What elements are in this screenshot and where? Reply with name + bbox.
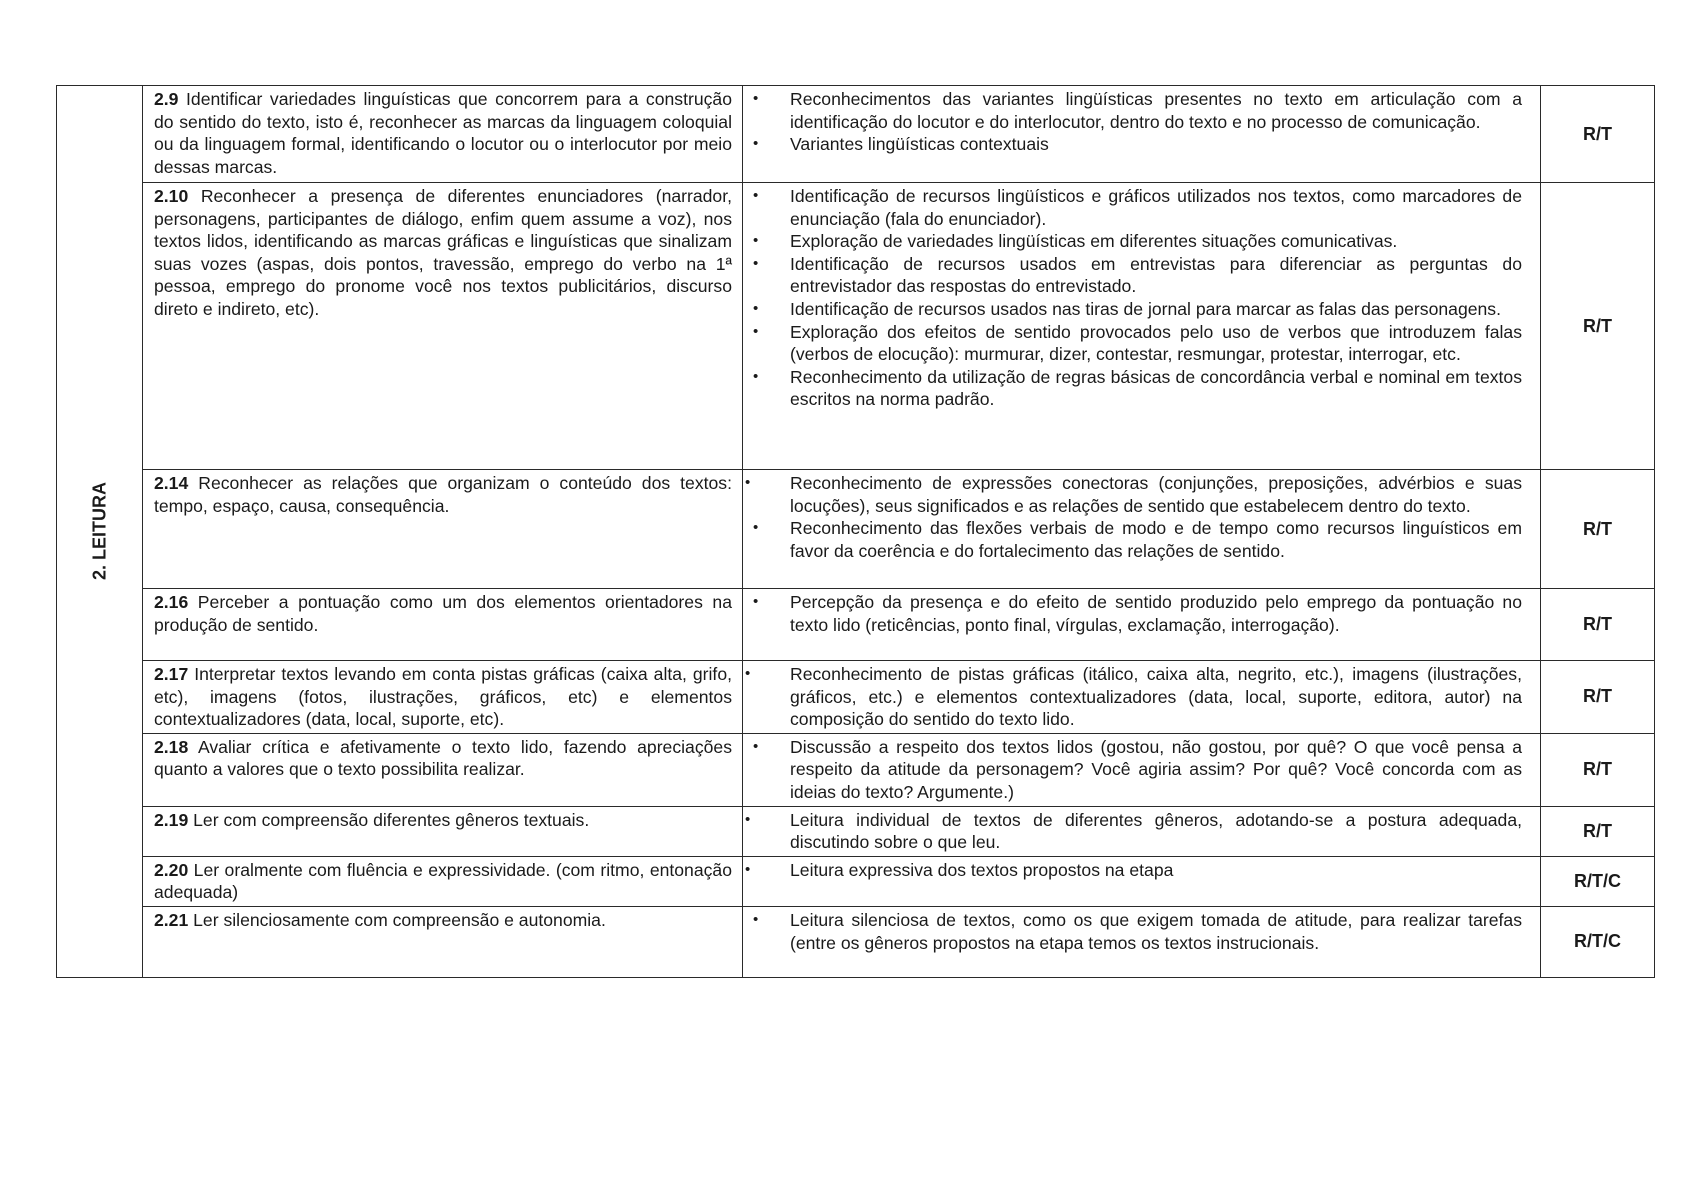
content-item: • Leitura silenciosa de textos, como os que exigem tomada de atitude, para realizar tarefas (entre os gêneros propostos na etapa temos os textos instrucionais. bbox=[743, 909, 1522, 954]
eval-cell: R/T bbox=[1541, 86, 1655, 183]
content-item: • Leitura expressiva dos textos propostos na etapa bbox=[743, 859, 1522, 882]
skill-text bbox=[143, 661, 742, 733]
curriculum-table bbox=[56, 85, 1655, 978]
area-cell bbox=[57, 86, 143, 978]
table-row bbox=[57, 661, 1655, 734]
skill-text bbox=[143, 589, 742, 638]
skill-description: Reconhecer a presença de diferentes enunciadores (narrador, personagens, participantes de diálogo, enfim quem assume a voz), nos textos lidos, identificando as marcas gráficas e linguísticas que sinalizam suas vozes (aspas, dois pontos, travessão, emprego do verbo na 1ª pessoa, emprego do pronome você nos textos publicitários, discurso direto e indireto, etc). bbox=[154, 186, 732, 319]
content-item: • Leitura individual de textos de diferentes gêneros, adotando-se a postura adequada, discutindo sobre o que leu. bbox=[743, 809, 1522, 854]
content-list bbox=[743, 86, 1540, 158]
skill-cell bbox=[143, 589, 743, 661]
skill-cell bbox=[143, 470, 743, 589]
content-item: • Reconhecimento da utilização de regras básicas de concordância verbal e nominal em textos escritos na norma padrão. bbox=[743, 366, 1522, 411]
skill-code: 2.20 bbox=[154, 859, 189, 880]
skill-cell bbox=[143, 183, 743, 470]
skill-description: Identificar variedades linguísticas que concorrem para a construção do sentido do texto, isto é, reconhecer as marcas da linguagem coloquial ou da linguagem formal, identificando o locutor ou o interlocutor por meio dessas marcas. bbox=[154, 89, 732, 177]
eval-cell: R/T bbox=[1541, 661, 1655, 734]
content-item: • Variantes lingüísticas contextuais bbox=[743, 133, 1522, 156]
skill-cell bbox=[143, 806, 743, 856]
content-list bbox=[743, 907, 1540, 956]
skill-text bbox=[143, 183, 742, 323]
content-list bbox=[743, 857, 1540, 884]
skill-text bbox=[143, 470, 742, 519]
content-item: • Exploração de variedades lingüísticas em diferentes situações comunicativas. bbox=[743, 230, 1522, 253]
content-list bbox=[743, 661, 1540, 733]
skill-cell bbox=[143, 733, 743, 806]
content-item: • Identificação de recursos usados em entrevistas para diferenciar as perguntas do entrevistador das respostas do entrevistado. bbox=[743, 253, 1522, 298]
content-item: • Identificação de recursos lingüísticos e gráficos utilizados nos textos, como marcadores de enunciação (fala do enunciador). bbox=[743, 185, 1522, 230]
eval-cell: R/T bbox=[1541, 806, 1655, 856]
skill-code: 2.18 bbox=[154, 736, 189, 757]
table-row bbox=[57, 906, 1655, 977]
skill-description: Ler oralmente com fluência e expressividade. (com ritmo, entonação adequada) bbox=[154, 859, 732, 903]
content-list bbox=[743, 734, 1540, 806]
table-row bbox=[57, 183, 1655, 470]
skill-code: 2.10 bbox=[154, 186, 189, 206]
content-list bbox=[743, 470, 1540, 564]
eval-cell: R/T/C bbox=[1541, 906, 1655, 977]
eval-cell: R/T bbox=[1541, 183, 1655, 470]
content-item: • Reconhecimentos das variantes lingüísticas presentes no texto em articulação com a identificação do locutor e do interlocutor, dentro do texto e no processo de comunicação. bbox=[743, 88, 1522, 133]
skill-text bbox=[143, 857, 742, 906]
skill-code: 2.19 bbox=[154, 809, 189, 830]
skill-text bbox=[143, 734, 742, 783]
content-list bbox=[743, 807, 1540, 856]
eval-cell: R/T bbox=[1541, 470, 1655, 589]
content-cell bbox=[743, 856, 1541, 906]
skill-code: 2.14 bbox=[154, 473, 189, 493]
content-list bbox=[743, 183, 1540, 413]
skill-text bbox=[143, 907, 742, 934]
skill-cell bbox=[143, 661, 743, 734]
skill-text bbox=[143, 807, 742, 834]
table-row bbox=[57, 86, 1655, 183]
content-cell bbox=[743, 183, 1541, 470]
skill-cell bbox=[143, 856, 743, 906]
content-item: • Discussão a respeito dos textos lidos (gostou, não gostou, por quê? O que você pensa a respeito da atitude da personagem? Você agiria assim? Por quê? Você concorda com as ideias do texto? Argumente.) bbox=[743, 736, 1522, 804]
table-row bbox=[57, 856, 1655, 906]
skill-code: 2.21 bbox=[154, 909, 189, 930]
skill-description: Reconhecer as relações que organizam o conteúdo dos textos: tempo, espaço, causa, consequência. bbox=[154, 473, 732, 516]
content-cell bbox=[743, 86, 1541, 183]
skill-code: 2.17 bbox=[154, 664, 189, 684]
content-cell bbox=[743, 733, 1541, 806]
area-label: 2. LEITURA bbox=[89, 482, 109, 581]
eval-cell: R/T/C bbox=[1541, 856, 1655, 906]
eval-cell: R/T bbox=[1541, 733, 1655, 806]
content-cell bbox=[743, 906, 1541, 977]
skill-description: Interpretar textos levando em conta pistas gráficas (caixa alta, grifo, etc), imagens (fotos, ilustrações, gráficos, etc) e elementos contextualizadores (data, local, suporte, etc). bbox=[154, 664, 732, 730]
table-row bbox=[57, 806, 1655, 856]
content-item: • Percepção da presença e do efeito de sentido produzido pelo emprego da pontuação no texto lido (reticências, ponto final, vírgulas, exclamação, interrogação). bbox=[743, 591, 1522, 636]
content-item: • Exploração dos efeitos de sentido provocados pelo uso de verbos que introduzem falas (verbos de elocução): murmurar, dizer, contestar, resmungar, protestar, interrogar, etc. bbox=[743, 321, 1522, 366]
content-item: • Reconhecimento de pistas gráficas (itálico, caixa alta, negrito, etc.), imagens (ilustrações, gráficos, etc.) e elementos contextualizadores (data, local, suporte, editora, autor) na composição do sentido do texto lido. bbox=[743, 663, 1522, 731]
skill-description: Avaliar crítica e afetivamente o texto lido, fazendo apreciações quanto a valores que o texto possibilita realizar. bbox=[154, 736, 732, 780]
skill-cell bbox=[143, 906, 743, 977]
skill-cell bbox=[143, 86, 743, 183]
content-cell bbox=[743, 470, 1541, 589]
table-row bbox=[57, 470, 1655, 589]
skill-description: Ler com compreensão diferentes gêneros textuais. bbox=[188, 809, 590, 830]
skill-code: 2.9 bbox=[154, 89, 179, 109]
content-item: • Reconhecimento de expressões conectoras (conjunções, preposições, advérbios e suas locuções), seus significados e as relações de sentido que estabelecem dentro do texto. bbox=[743, 472, 1522, 517]
content-cell bbox=[743, 661, 1541, 734]
content-item: • Identificação de recursos usados nas tiras de jornal para marcar as falas das personagens. bbox=[743, 298, 1522, 321]
eval-cell: R/T bbox=[1541, 589, 1655, 661]
skill-description: Ler silenciosamente com compreensão e autonomia. bbox=[188, 909, 606, 930]
table-row bbox=[57, 733, 1655, 806]
skill-description: Perceber a pontuação como um dos elementos orientadores na produção de sentido. bbox=[154, 592, 732, 635]
table-row bbox=[57, 589, 1655, 661]
skill-code: 2.16 bbox=[154, 592, 189, 612]
skill-text bbox=[143, 86, 742, 180]
content-list bbox=[743, 589, 1540, 638]
content-cell bbox=[743, 589, 1541, 661]
content-cell bbox=[743, 806, 1541, 856]
content-item: • Reconhecimento das flexões verbais de modo e de tempo como recursos linguísticos em favor da coerência e do fortalecimento das relações de sentido. bbox=[743, 517, 1522, 562]
